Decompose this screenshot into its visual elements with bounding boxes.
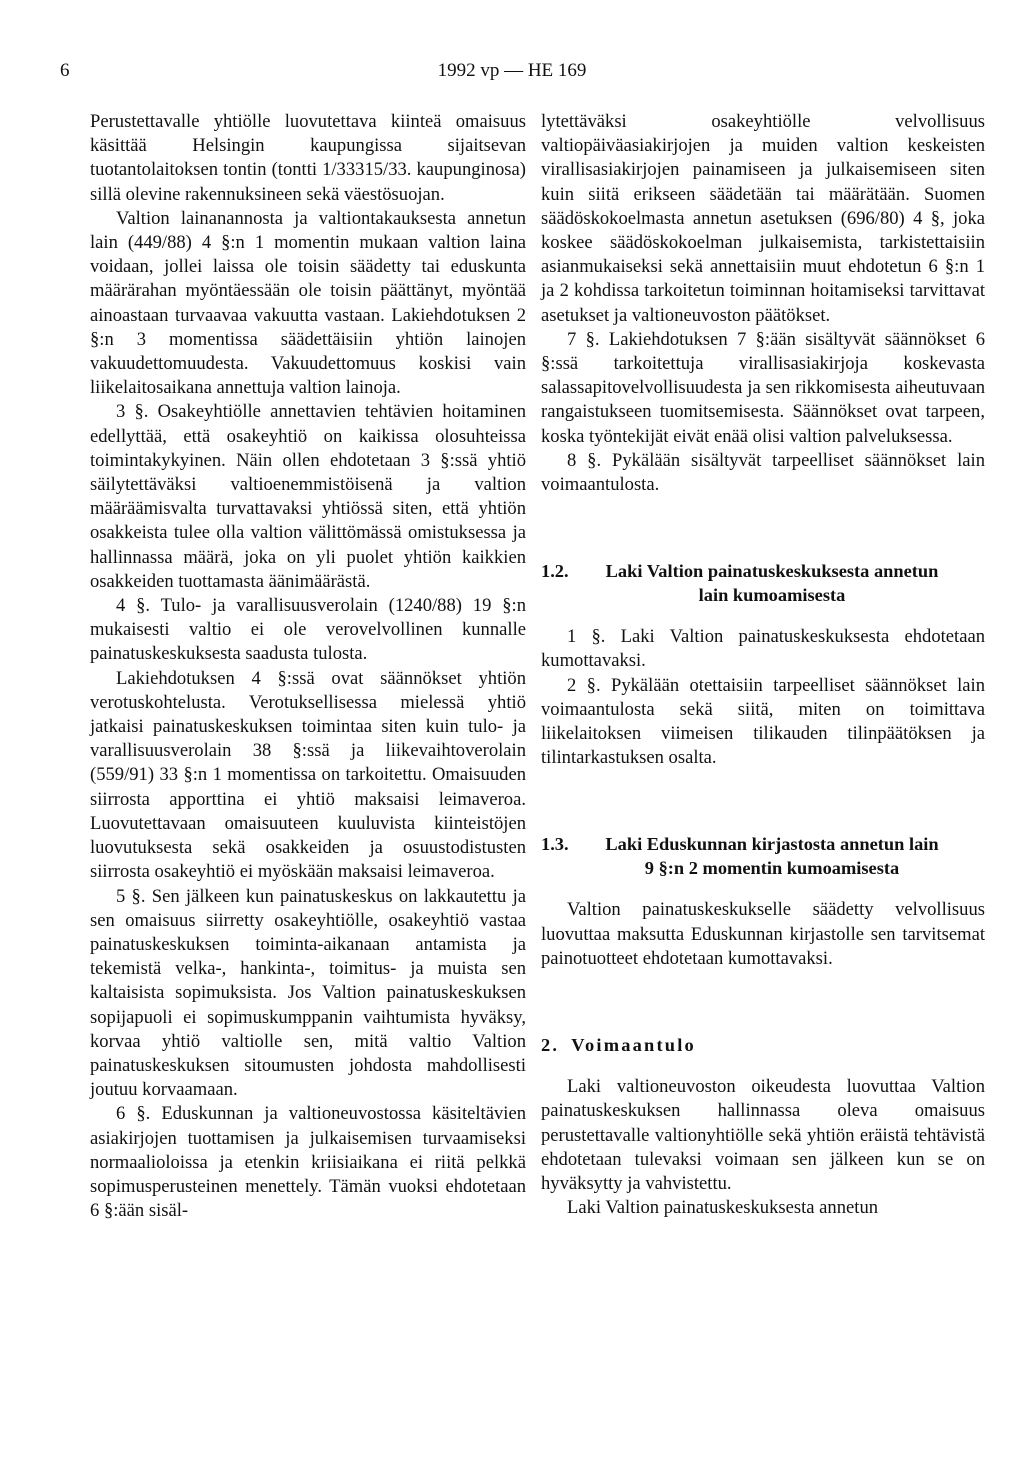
section-heading-1-2 (541, 559, 985, 607)
section-title-line: 9 §:n 2 momentin kumoamisesta (644, 858, 900, 879)
paragraph: 4 §. Tulo- ja varallisuusverolain (1240/88) 19 §:n mukaisesti valtio ei ole verovelvollinen kunnalle painatuskeskuksesta saadusta tulosta. (90, 595, 526, 665)
paragraph: Valtion lainanannosta ja valtiontakauksesta annetun lain (449/88) 4 §:n 1 momentin mukaan valtion laina voidaan, jollei laissa ole toisin säädetty tai eduskunta määrärahan myöntäessään ole toisin päättänyt, myöntää ainoastaan turvaavaa vakuutta vastaan. Lakiehdotuksen 2 §:n 3 momentissa säädettäisiin yhtiön lainojen vakuudettomuudesta. Vakuudettomuus koskisi vain liikelaitosaikana annettuja valtion lainoja. (90, 207, 526, 399)
paragraph: Perustettavalle yhtiölle luovutettava kiinteä omaisuus käsittää Helsingin kaupungissa sijaitsevan tuotantolaitoksen tontin (tontti 1/33315/33. kaupunginosa) sillä olevine rakennuksineen sekä väestösuojan. (90, 111, 526, 205)
section-number: 2. (541, 1035, 560, 1056)
section-title: Voimaantulo (571, 1035, 696, 1056)
section-number: 1.3. (541, 834, 569, 855)
paragraph: 8 §. Pykälään sisältyvät tarpeelliset säännökset lain voimaantulosta. (541, 449, 985, 496)
section-title (579, 832, 985, 880)
paragraph: 3 §. Osakeyhtiölle annettavien tehtävien hoitaminen edellyttää, että osakeyhtiö on kaikissa olosuhteissa toimintakykyinen. Näin ollen ehdotetaan 3 §:ssä yhtiö säilytettäväksi valtioenemmistöisenä ja valtion määräämisvalta turvattavaksi yhtiössä siten, että yhtiön osakkeista tulee olla valtion välittömässä omistuksessa ja hallinnassa määrä, joka on yli puolet yhtiön kaikkien osakkeiden tuottamasta äänimäärästä. (90, 401, 526, 592)
paragraph: lytettäväksi osakeyhtiölle velvollisuus valtiopäiväasiakirjojen ja muiden valtion keskeisten virallisasiakirjojen painamiseen ja julkaisemiseen siten kuin siitä erikseen säädetään tai määrätään. Suomen säädöskokoelmasta annetun asetuksen (696/80) 4 §, joka koskee säädöskokoelman julkaisemista, tarkistettaisiin asianmukaiseksi sekä annettaisiin muut ehdotetun 6 §:n 1 ja 2 kohdissa tarkoitetun toiminnan hoitamiseksi tarvittavat asetukset ja valtioneuvoston päätökset. (541, 111, 985, 326)
section-title-line: Laki Eduskunnan kirjastosta annetun lain (605, 834, 939, 855)
paragraph: Lakiehdotuksen 4 §:ssä ovat säännökset yhtiön verotuskohtelusta. Verotuksellisessa mielessä yhtiö jatkaisi painatuskeskuksen toimintaa siten kuin tulo- ja varallisuusverolain 38 §:ssä ja liikevaihtoverolain (559/91) 33 §:n 1 momentissa on tarkoitettu. Omaisuuden siirrosta apporttina ei yhtiö maksaisi leimaveroa. Luovutettavaan omaisuuteen kuuluvista kiinteistöjen luovutuksesta sekä osakkeiden ja osuustodistusten siirrosta osakeyhtiö ei myöskään maksaisi leimaveroa. (90, 667, 526, 883)
paragraph: Laki valtioneuvoston oikeudesta luovuttaa Valtion painatuskeskuksen hallinnassa oleva omaisuus perustettavalle valtionyhtiölle sekä yhtiön eräistä tehtävistä ehdotetaan tulevaksi voimaan sen jälkeen kun se on hyväksytty ja vahvistettu. (541, 1076, 985, 1195)
paragraph: Valtion painatuskeskukselle säädetty velvollisuus luovuttaa maksutta Eduskunnan kirjastolle sen tarvitsemat painotuotteet ehdotetaan kumottavaksi. (541, 899, 985, 969)
paragraph: 6 §. Eduskunnan ja valtioneuvostossa käsiteltävien asiakirjojen tuottamisen ja julkaisemisen turvaamiseksi normaalioloissa ja etenkin kriisiaikana ei riitä pelkkä sopimusperusteinen menettely. Tämän vuoksi ehdotetaan 6 §:ään sisäl- (90, 1103, 526, 1222)
page-number: 6 (60, 60, 70, 81)
paragraph: 5 §. Sen jälkeen kun painatuskeskus on lakkautettu ja sen omaisuus siirretty osakeyhtiölle, osakeyhtiö vastaa painatuskeskuksen toiminta-aikanaan antamista ja tekemistä velka-, hankinta-, toimitus- ja muista sen kaltaisista sopimuksista. Jos Valtion painatuskeskuksen sopijapuoli ei sopimuskumppanin vaihtumista hyväksy, korvaa yhtiö valtiolle sen, mitä valtio Valtion painatuskeskuksen sitoumusten johdosta mahdollisesti joutuu korvaamaan. (90, 885, 526, 1101)
paragraph: 1 §. Laki Valtion painatuskeskuksesta ehdotetaan kumottavaksi. (541, 626, 985, 672)
paragraph: 7 §. Lakiehdotuksen 7 §:ään sisältyvät säännökset 6 §:ssä tarkoitettuja virallisasiakirjoja koskevasta salassapitovelvollisuudesta ja sen rikkomisesta aiheutuvaan rangaistukseen tuomitsemisesta. Säännökset ovat tarpeen, koska työntekijät eivät enää olisi valtion palveluksessa. (541, 328, 985, 447)
paragraph: Laki Valtion painatuskeskuksesta annetun (567, 1197, 879, 1219)
left-column (90, 110, 526, 1223)
section-title (579, 559, 985, 607)
section-title-line: lain kumoamisesta (698, 585, 846, 606)
paragraph: 2 §. Pykälään otettaisiin tarpeelliset säännökset lain voimaantulosta sekä siitä, miten on toimittava liikelaitoksen viimeisen tilikauden tilinpäätöksen ja tilintarkastuksen osalta. (541, 674, 985, 769)
section-number: 1.2. (541, 561, 569, 582)
running-head: 1992 vp — HE 169 (437, 60, 587, 81)
section-heading-2 (541, 1033, 985, 1057)
right-column (541, 110, 985, 1221)
section-title-line: Laki Valtion painatuskeskuksesta annetun (605, 561, 939, 582)
section-heading-1-3 (541, 832, 985, 880)
